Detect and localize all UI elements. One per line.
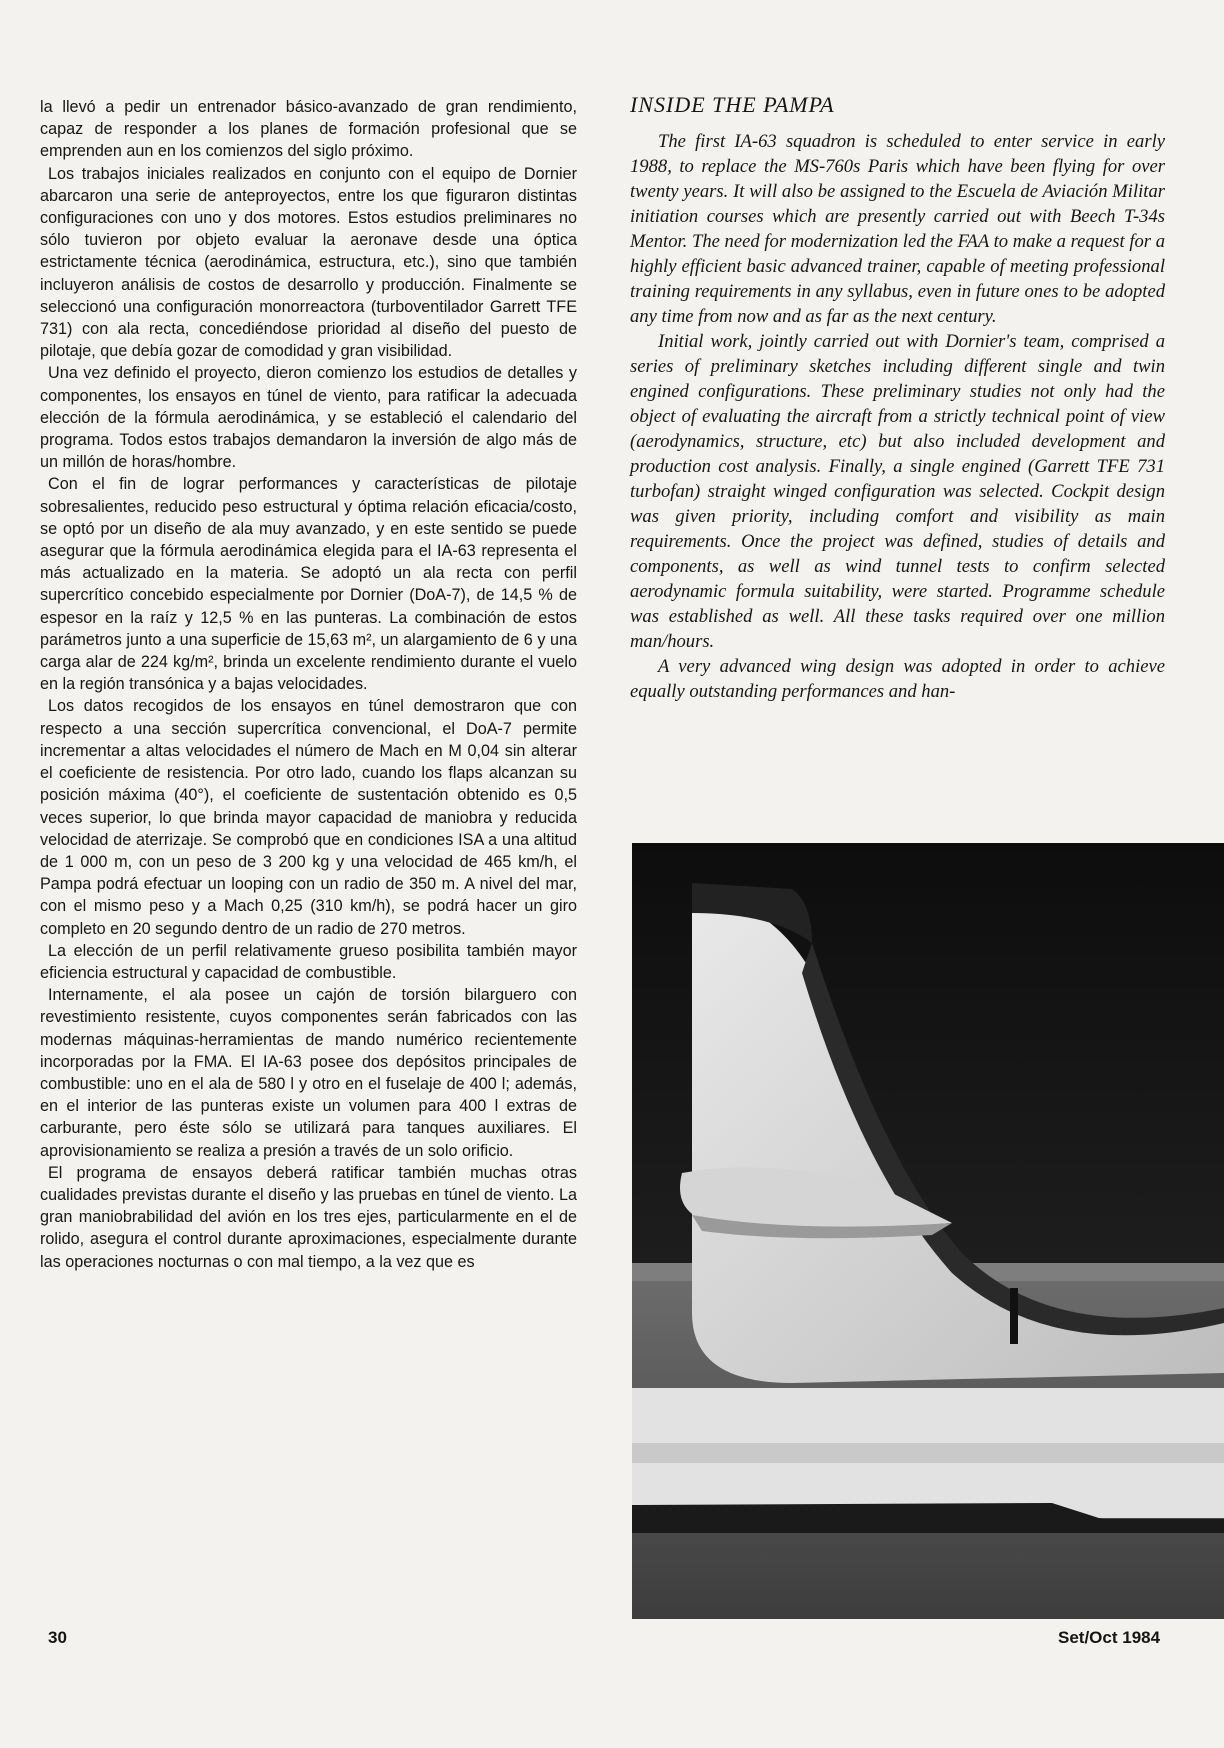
article-paragraph: Internamente, el ala posee un cajón de torsión bilarguero con revestimiento resistente, cuyos componentes serán fabricados con las modernas máquinas-herramientas de mando numérico recientemente incorporadas por la FMA. El IA-63 posee dos depósitos principales de combustible: uno en el ala de 580 l y otro en el fuselaje de 400 l; además, en el interior de las punteras existe un volumen para 400 l extras de carburante, pero éste sólo se utilizará para tanques auxiliares. El aprovisionamiento se realiza a presión a través de un solo orificio. xyxy=(40,986,577,1160)
article-paragraph: The first IA-63 squadron is scheduled to enter service in early 1988, to replace the MS-760s Paris which have been flying for over twenty years. It will also be assigned to the Escuela de Aviación Militar initiation courses which are presently carried out with Beech T-34s Mentor. The need for modernization led the FAA to make a request for a highly efficient basic advanced trainer, capable of meeting professional training requirements in any syllabus, even in future ones to be adopted any time from now and as far as the next century. xyxy=(630,131,1165,327)
article-paragraph: Los datos recogidos de los ensayos en túnel demostraron que con respecto a una sección supercrítica convencional, el DoA-7 permite incrementar a altas velocidades el número de Mach en M 0,04 sin alterar el coeficiente de resistencia. Por otro lado, cuando los flaps alcanzan su posición máxima (40°), el coeficiente de sustentación obtenido es 0,5 veces superior, lo que brinda mayor capacidad de maniobra y reducida velocidad de aterrizaje. Se comprobó que en condiciones ISA a una altitud de 1 000 m, con un peso de 3 200 kg y una velocidad de 465 km/h, el Pampa podrá efectuar un looping con un radio de 350 m. A nivel del mar, con el mismo peso y a Mach 0,25 (310 km/h), se podrá hacer un giro completo en 20 segundo dentro de un radio de 270 metros. xyxy=(40,697,577,938)
article-paragraph: El programa de ensayos deberá ratificar también muchas otras cualidades previstas durante el diseño y las pruebas en túnel de viento. La gran maniobrabilidad del avión en los tres ejes, particularmente en el de rolido, asegura el control durante aproximaciones, especialmente durante las operaciones nocturnas o con mal tiempo, a la vez que es xyxy=(40,1163,577,1271)
spanish-article-column xyxy=(40,96,577,1273)
aircraft-tail-illustration xyxy=(632,843,1224,1619)
article-paragraph: Initial work, jointly carried out with Dornier's team, comprised a series of preliminary sketches including different single and twin engined configurations. These preliminary studies not only had the object of evaluating the aircraft from a strictly technical point of view (aerodynamics, structure, etc) but also included development and production cost analysis. Finally, a single engined (Garrett TFE 731 turbofan) straight winged configuration was selected. Cockpit design was given priority, including comfort and visibility as main requirements. Once the project was defined, studies of details and components, as well as wind tunnel tests to confirm selected aerodynamic formula suitability, were started. Programme schedule was established as well. All these tasks required over one million man/hours. xyxy=(630,331,1165,652)
issue-date: Set/Oct 1984 xyxy=(1058,1628,1161,1647)
page-number: 30 xyxy=(48,1628,67,1647)
section-heading: INSIDE THE PAMPA xyxy=(630,92,835,117)
english-article-column xyxy=(630,92,1165,704)
aircraft-tail-photo xyxy=(632,843,1224,1619)
article-paragraph: la llevó a pedir un entrenador básico-avanzado de gran rendimiento, capaz de responder a los planes de formación profesional que se emprenden aun en los comienzos del siglo próximo. xyxy=(40,98,577,161)
article-paragraph: Una vez definido el proyecto, dieron comienzo los estudios de detalles y componentes, los ensayos en túnel de viento, para ratificar la adecuada elección de la fórmula aerodinámica, y se estableció el calendario del programa. Todos estos trabajos demandaron la inversión de algo más de un millón de horas/hombre. xyxy=(40,364,577,472)
article-paragraph: Los trabajos iniciales realizados en conjunto con el equipo de Dornier abarcaron una serie de anteproyectos, entre los que figuraron distintas configuraciones con uno y dos motores. Estos estudios preliminares no sólo tuvieron por objeto evaluar la aeronave desde una óptica estrictamente técnica (aerodinámica, estructura, etc.), sino que también incluyeron análisis de costos de desarrollo y producción. Finalmente se seleccionó una configuración monorreactora (turboventilador Garrett TFE 731) con ala recta, concediéndose prioridad al diseño del puesto de pilotaje, que debía gozar de comodidad y gran visibilidad. xyxy=(40,164,577,361)
article-paragraph: La elección de un perfil relativamente grueso posibilita también mayor eficiencia estructural y capacidad de combustible. xyxy=(40,941,577,982)
article-paragraph: Con el fin de lograr performances y características de pilotaje sobresalientes, reducido peso estructural y óptima relación eficacia/costo, se optó por un diseño de ala muy avanzado, y en este sentido se puede asegurar que la fórmula aerodinámica elegida para el IA-63 representa el más actualizado en la materia. Se adoptó un ala recta con perfil supercrítico concebido especialmente por Dornier (DoA-7), de 14,5 % de espesor en la raíz y 12,5 % en las punteras. La combinación de estos parámetros junto a una superficie de 15,63 m², un alargamiento de 6 y una carga alar de 224 kg/m², brinda un excelente rendimiento durante el vuelo en la región transónica y a bajas velocidades. xyxy=(40,475,577,694)
article-paragraph: A very advanced wing design was adopted in order to achieve equally outstanding performances and han- xyxy=(630,656,1165,702)
